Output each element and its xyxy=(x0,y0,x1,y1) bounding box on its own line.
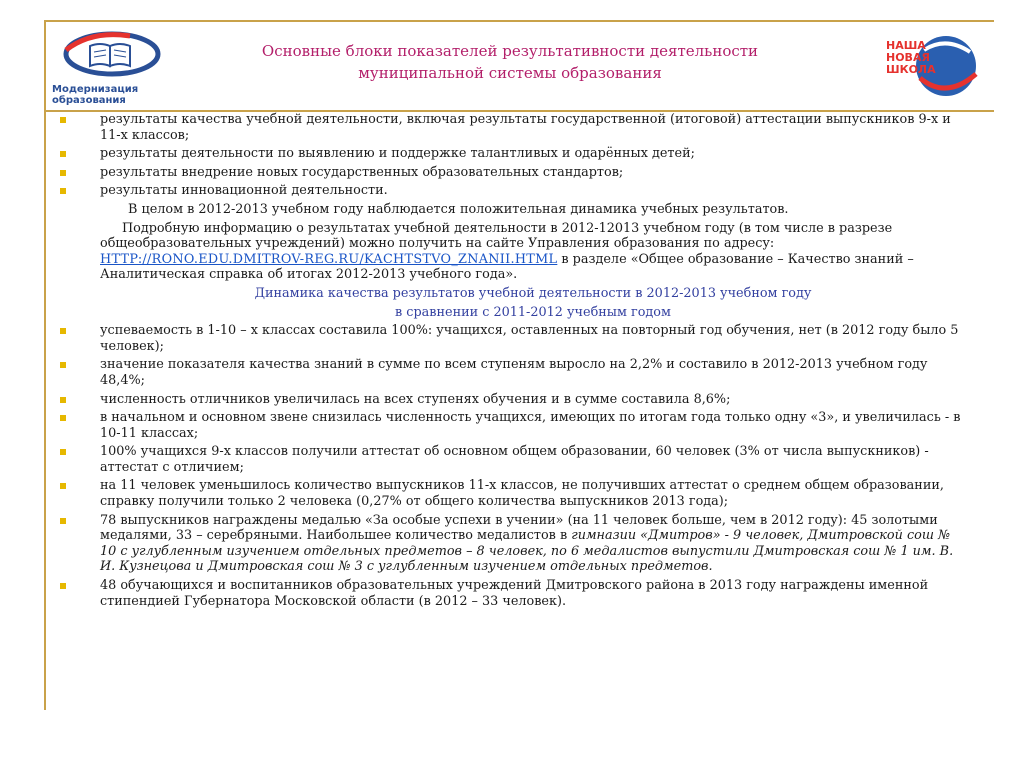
list-item-text: 48 обучающихся и воспитанников образовательных учреждений Дмитровского района в 2013 году награждены именной стипендией Губернатора Московской области (в 2012 – 33 человек). xyxy=(100,578,929,609)
list-item-text: 100% учащихся 9-х классов получили аттестат об основном общем образовании, 60 человек (3% от числа выпускников) - аттестат с отличием; xyxy=(100,444,929,475)
open-book-icon xyxy=(52,28,162,84)
main-content xyxy=(56,112,966,612)
modernization-logo-caption: Модернизация образования xyxy=(52,84,139,106)
list-item xyxy=(56,444,966,475)
list-item xyxy=(56,410,966,441)
modernization-logo xyxy=(52,28,162,108)
list-item-text: результаты инновационной деятельности. xyxy=(100,183,388,199)
bullet-icon xyxy=(60,170,66,176)
list-item-text: значение показателя качества знаний в сумме по всем ступеням выросло на 2,2% и составило в 2012-2013 учебном году 48,4%; xyxy=(100,357,928,388)
list-item-text: успеваемость в 1-10 – х классах составила 100%: учащихся, оставленных на повторный год обучения, нет (в 2012 году было 5 человек); xyxy=(100,323,959,354)
frame-top-line xyxy=(44,20,994,22)
bullet-icon xyxy=(60,397,66,403)
bullet-icon xyxy=(60,188,66,194)
list-item-text: результаты деятельности по выявлению и поддержке талантливых и одарённых детей; xyxy=(100,146,695,162)
list-item xyxy=(56,112,966,143)
frame-left-line xyxy=(44,20,46,710)
list-item xyxy=(56,165,966,181)
list-item-text: результаты внедрение новых государственных образовательных стандартов; xyxy=(100,164,624,180)
details-paragraph xyxy=(56,221,966,283)
list-item-text: численность отличников увеличилась на всех ступенях обучения и в сумме составила 8,6%; xyxy=(100,391,731,407)
bullet-icon xyxy=(60,328,66,334)
bullet-icon xyxy=(60,415,66,421)
list-item-medals xyxy=(56,513,966,575)
bullet-icon xyxy=(60,449,66,455)
medals-text: 78 выпускников награждены медалью «За особые успехи в учении» (на 11 человек больше, чем в 2012 году): 45 золотыми медалями, 33 – серебряными. Наибольшее количество медалистов в xyxy=(100,512,938,544)
bullet-icon xyxy=(60,518,66,524)
list-item-text: на 11 человек уменьшилось количество выпускников 11-х классов, не получивших аттестат о среднем общем образовании, справку получили только 2 человека (0,27% от общего количества выпускников 2013 года); xyxy=(100,478,944,510)
new-school-logo xyxy=(880,30,980,108)
list-item-text: результаты качества учебной деятельности, включая результаты государственной (итоговой) аттестации выпускников 9-х и 11-х классов; xyxy=(100,112,951,143)
list-item xyxy=(56,357,966,388)
bullet-icon xyxy=(60,151,66,157)
bullet-icon xyxy=(60,483,66,489)
page-title xyxy=(190,40,830,84)
page-title-line1: Основные блоки показателей результативности деятельности xyxy=(261,42,759,60)
list-item-text: в начальном и основном звене снизилась численность учащихся, имеющих по итогам года только одну «3», и увеличилась - в 10-11 классах; xyxy=(100,410,961,441)
dynamics-subheading-line2: в сравнении с 2011-2012 учебным годом xyxy=(395,304,671,320)
new-school-logo-caption: НАША НОВАЯ ШКОЛА xyxy=(886,39,936,76)
list-item xyxy=(56,146,966,162)
medals-schools-text: гимназии «Дмитров» - 9 человек, Дмитровской сош № 10 с углубленным изучением отдельных предметов – 8 человек, по 6 медалистов выпустили Дмитровская сош № 1 им. В. И. Кузнецова и Дмитровская сош № 3 с углубленным изучением отдельных предметов. xyxy=(100,528,954,575)
dynamics-subheading-line1: Динамика качества результатов учебной деятельности в 2012-2013 учебном году xyxy=(254,285,812,301)
list-item xyxy=(56,392,966,408)
list-item xyxy=(56,578,966,609)
details-text-before: Подробную информацию о результатах учебной деятельности в 2012-12013 учебном году (в том числе в разрезе общеобразовательных учреждений) можно получить на сайте Управления образования по адресу: xyxy=(100,220,893,252)
bullet-icon xyxy=(60,117,66,123)
list-item xyxy=(56,183,966,199)
bullet-icon xyxy=(60,362,66,368)
summary-paragraph: В целом в 2012-2013 учебном году наблюдается положительная динамика учебных результатов. xyxy=(128,201,789,217)
bullet-icon xyxy=(60,583,66,589)
list-item xyxy=(56,478,966,509)
list-item xyxy=(56,323,966,354)
page-title-line2: муниципальной системы образования xyxy=(358,64,662,82)
details-text-after: в разделе «Общее образование – Качество знаний – Аналитическая справка об итогах 2012-2013 учебного года». xyxy=(100,251,914,283)
rono-link[interactable]: HTTP://RONO.EDU.DMITROV-REG.RU/KACHTSTVO_ZNANII.HTML xyxy=(100,251,558,267)
